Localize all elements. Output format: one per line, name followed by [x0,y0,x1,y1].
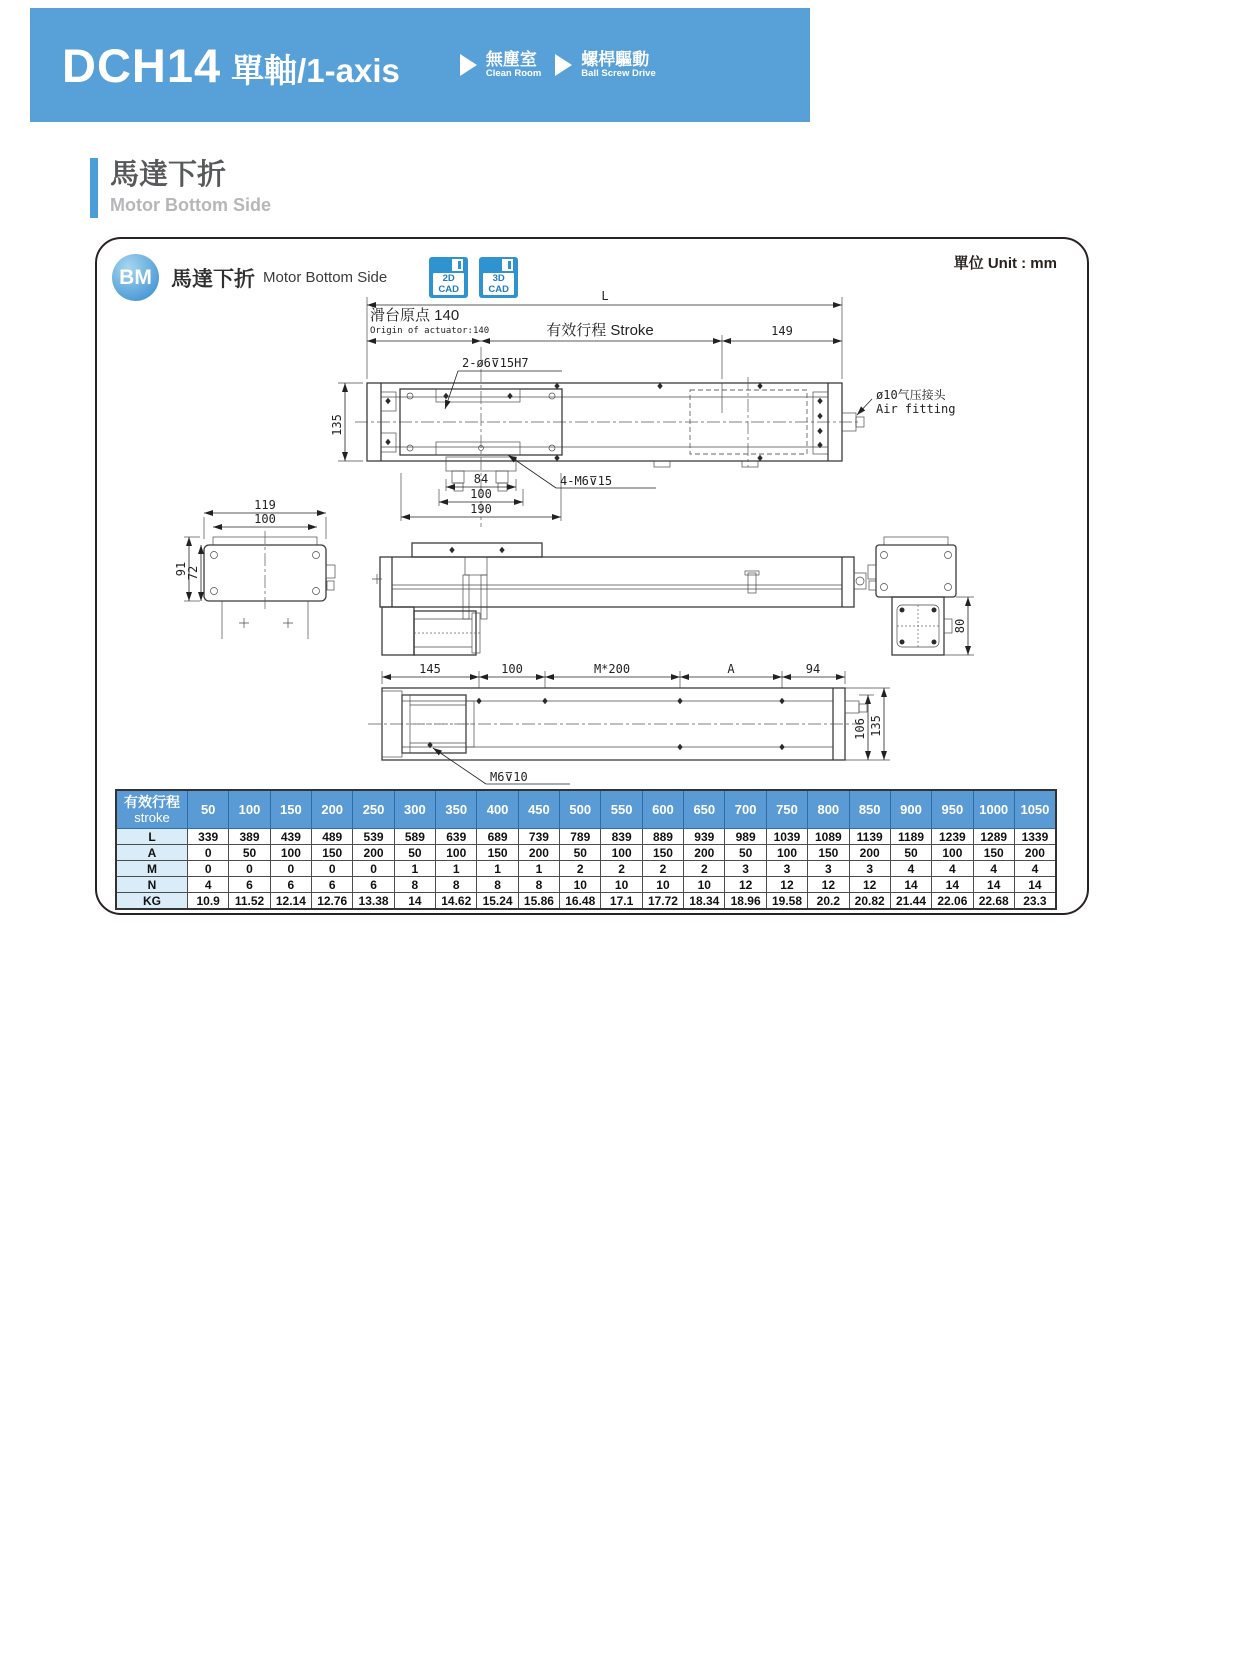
cell-n-100: 6 [229,877,270,893]
cell-a-200: 150 [312,845,353,861]
axis-subtitle: 單軸/1-axis [231,51,400,89]
cell-kg-400: 15.24 [477,893,518,910]
dim-91: 91 [174,561,188,577]
cell-n-1000: 14 [973,877,1014,893]
cell-l-700: 989 [725,829,766,845]
cell-m-1000: 4 [973,861,1014,877]
stroke-col-header-950: 950 [932,790,973,829]
cell-l-300: 589 [394,829,435,845]
cell-m-450: 1 [518,861,559,877]
cell-m-150: 0 [270,861,311,877]
cell-n-50: 4 [188,877,229,893]
header-banner [30,8,810,122]
cell-a-700: 50 [725,845,766,861]
dim-80: 80 [953,618,967,634]
stroke-col-header-850: 850 [849,790,890,829]
cell-a-900: 50 [890,845,931,861]
row-label-kg: KG [116,893,188,910]
row-label-n: N [116,877,188,893]
product-title [62,38,400,93]
stroke-col-header-400: 400 [477,790,518,829]
cell-n-450: 8 [518,877,559,893]
cell-a-650: 200 [684,845,725,861]
cad-label-bottom: CAD [488,283,510,295]
cell-kg-150: 12.14 [270,893,311,910]
cell-n-250: 6 [353,877,394,893]
badge-en-label: Clean Room [485,67,542,79]
dim-100: 100 [501,662,523,676]
cell-a-150: 100 [270,845,311,861]
cell-kg-950: 22.06 [932,893,973,910]
cell-l-600: 889 [642,829,683,845]
section-title-zh: 馬達下折 [110,159,227,191]
cell-n-650: 10 [684,877,725,893]
origin-label-en: Origin of actuator:140 [370,326,490,336]
triangle-icon [460,54,477,76]
dim-L: L [601,289,609,303]
cell-m-800: 3 [808,861,849,877]
cell-kg-600: 17.72 [642,893,683,910]
cell-a-400: 150 [477,845,518,861]
cell-kg-650: 18.34 [684,893,725,910]
cell-n-950: 14 [932,877,973,893]
badge-en-label: Ball Screw Drive [581,67,656,79]
triangle-icon [555,54,572,76]
cell-a-500: 50 [560,845,601,861]
stroke-col-header-500: 500 [560,790,601,829]
stroke-col-header-550: 550 [601,790,642,829]
hole-callout: 2-ø6⊽15H7 [462,356,529,370]
dim-72: 72 [186,565,200,581]
left-end-view [174,498,335,639]
stroke-col-header-250: 250 [353,790,394,829]
cell-l-1000: 1289 [973,829,1014,845]
floppy-disk-icon [452,259,463,271]
cell-m-900: 4 [890,861,931,877]
cell-m-300: 1 [394,861,435,877]
cell-a-300: 50 [394,845,435,861]
bm-badge: BM [112,254,159,301]
stroke-col-header-700: 700 [725,790,766,829]
dim-119: 119 [254,498,276,512]
cell-kg-800: 20.2 [808,893,849,910]
cell-n-500: 10 [560,877,601,893]
cell-kg-450: 15.86 [518,893,559,910]
cell-a-550: 100 [601,845,642,861]
dim-106: 106 [853,718,867,740]
floppy-disk-icon [502,259,513,271]
row-label-a: A [116,845,188,861]
cell-n-600: 10 [642,877,683,893]
cell-a-100: 50 [229,845,270,861]
unit-label: 單位 Unit : mm [953,255,1057,272]
badge-clean-room [460,51,541,79]
cell-a-1050: 200 [1014,845,1056,861]
cad-label-top: 2D [442,273,455,284]
section-heading [90,152,271,216]
stroke-col-header-350: 350 [436,790,477,829]
right-end-view [868,537,974,655]
stroke-col-header-200: 200 [312,790,353,829]
cell-n-850: 12 [849,877,890,893]
table-row-m [116,861,1056,877]
cell-m-100: 0 [229,861,270,877]
cell-l-550: 839 [601,829,642,845]
cell-m-350: 1 [436,861,477,877]
cell-a-750: 100 [766,845,807,861]
cell-m-950: 4 [932,861,973,877]
cell-a-350: 100 [436,845,477,861]
cell-m-1050: 4 [1014,861,1056,877]
stroke-col-header-650: 650 [684,790,725,829]
cell-m-200: 0 [312,861,353,877]
cell-kg-850: 20.82 [849,893,890,910]
cell-n-200: 6 [312,877,353,893]
feature-badges [460,51,656,79]
stroke-col-header-600: 600 [642,790,683,829]
side-elevation-view [372,543,866,655]
stroke-col-header-900: 900 [890,790,931,829]
table-row-a [116,845,1056,861]
cell-n-1050: 14 [1014,877,1056,893]
cell-m-700: 3 [725,861,766,877]
cad-label-top: 3D [492,273,505,284]
cell-l-1050: 1339 [1014,829,1056,845]
cell-kg-100: 11.52 [229,893,270,910]
cell-a-950: 100 [932,845,973,861]
cell-n-350: 8 [436,877,477,893]
cell-l-500: 789 [560,829,601,845]
section-title-en: Motor Bottom Side [110,195,271,215]
cell-m-750: 3 [766,861,807,877]
stroke-col-header-150: 150 [270,790,311,829]
dim-84: 84 [473,472,489,486]
cell-l-650: 939 [684,829,725,845]
cell-l-900: 1189 [890,829,931,845]
stroke-col-header-100: 100 [229,790,270,829]
table-row-n [116,877,1056,893]
top-plan-view [330,289,955,527]
cell-l-100: 389 [229,829,270,845]
spec-panel [95,237,1089,915]
cell-n-900: 14 [890,877,931,893]
air-fitting-label-zh: ø10气压接头 [876,388,946,402]
cell-kg-750: 19.58 [766,893,807,910]
stroke-col-header-450: 450 [518,790,559,829]
cell-a-50: 0 [188,845,229,861]
cell-n-750: 12 [766,877,807,893]
cell-n-550: 10 [601,877,642,893]
dim-A: A [727,662,735,676]
cell-n-300: 8 [394,877,435,893]
stroke-col-header-50: 50 [188,790,229,829]
cell-kg-1000: 22.68 [973,893,1014,910]
cell-kg-300: 14 [394,893,435,910]
stroke-col-header-1050: 1050 [1014,790,1056,829]
row-label-l: L [116,829,188,845]
air-fitting-label-en: Air fitting [876,402,956,416]
cell-l-850: 1139 [849,829,890,845]
cell-n-400: 8 [477,877,518,893]
origin-label-zh: 滑台原点 140 [370,307,460,324]
cell-a-1000: 150 [973,845,1014,861]
model-name: DCH14 [62,38,222,92]
tap-callout: 4-M6⊽15 [560,474,613,488]
cell-kg-900: 21.44 [890,893,931,910]
accent-bar [90,158,98,218]
panel-title-zh: 馬達下折 [171,267,255,291]
cell-l-800: 1089 [808,829,849,845]
cell-kg-50: 10.9 [188,893,229,910]
cell-kg-550: 17.1 [601,893,642,910]
cell-n-700: 12 [725,877,766,893]
cell-m-50: 0 [188,861,229,877]
badge-zh-label: 螺桿驅動 [581,50,650,70]
stroke-col-header-300: 300 [394,790,435,829]
cell-kg-700: 18.96 [725,893,766,910]
dim-94: 94 [805,662,821,676]
cad-label-bottom: CAD [438,283,460,295]
stroke-col-header-800: 800 [808,790,849,829]
cell-m-550: 2 [601,861,642,877]
cell-m-600: 2 [642,861,683,877]
badge-ball-screw [555,51,655,79]
dim-149: 149 [771,324,793,338]
cell-m-850: 3 [849,861,890,877]
cell-m-250: 0 [353,861,394,877]
dim-145: 145 [419,662,441,676]
dim-100: 100 [470,487,492,501]
cell-l-50: 339 [188,829,229,845]
table-row-kg [116,893,1056,910]
bottom-view [368,662,890,784]
cell-l-950: 1239 [932,829,973,845]
cell-n-150: 6 [270,877,311,893]
cell-n-800: 12 [808,877,849,893]
cell-a-450: 200 [518,845,559,861]
cell-kg-500: 16.48 [560,893,601,910]
cell-l-350: 639 [436,829,477,845]
cell-m-650: 2 [684,861,725,877]
cell-kg-350: 14.62 [436,893,477,910]
cell-l-450: 739 [518,829,559,845]
badge-zh-label: 無塵室 [485,50,537,70]
cell-a-800: 150 [808,845,849,861]
dim-135: 135 [869,715,883,737]
cell-l-250: 539 [353,829,394,845]
cell-l-400: 689 [477,829,518,845]
dim-100: 100 [254,512,276,526]
cell-m-400: 1 [477,861,518,877]
row-label-m: M [116,861,188,877]
cell-l-750: 1039 [766,829,807,845]
cell-a-600: 150 [642,845,683,861]
dim-M200: M*200 [593,662,631,676]
stroke-table-header-row [116,790,1056,829]
dim-190: 190 [470,502,492,516]
tap-callout-bottom: M6⊽10 [490,770,528,784]
cell-m-500: 2 [560,861,601,877]
stroke-dim-label: 有效行程 Stroke [546,322,654,339]
cell-l-200: 489 [312,829,353,845]
cell-kg-200: 12.76 [312,893,353,910]
stroke-col-header-1000: 1000 [973,790,1014,829]
cell-kg-1050: 23.3 [1014,893,1056,910]
stroke-col-header-750: 750 [766,790,807,829]
dim-135: 135 [330,414,344,436]
technical-drawing [100,289,1140,789]
cell-a-850: 200 [849,845,890,861]
stroke-header-cell: 有效行程 stroke [116,790,188,829]
stroke-table [115,789,1057,910]
panel-title-en: Motor Bottom Side [263,269,388,286]
cell-l-150: 439 [270,829,311,845]
cell-kg-250: 13.38 [353,893,394,910]
cell-a-250: 200 [353,845,394,861]
table-row-l [116,829,1056,845]
